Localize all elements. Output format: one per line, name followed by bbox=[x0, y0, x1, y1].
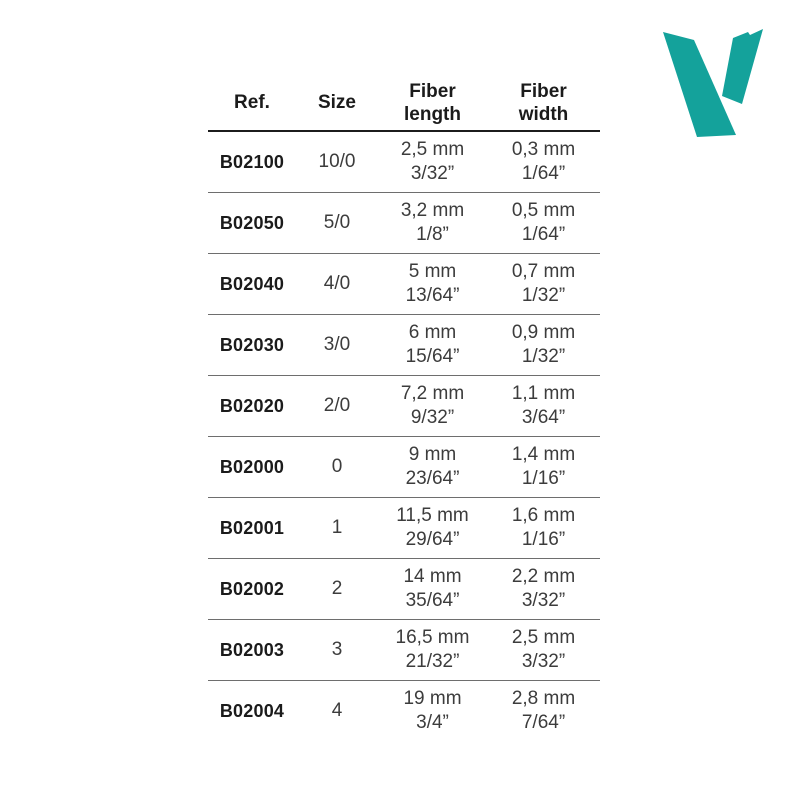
fiber-length-in: 23/64” bbox=[405, 467, 460, 489]
cell-fiber-length bbox=[378, 619, 487, 680]
table-row bbox=[208, 314, 600, 375]
cell-size: 2 bbox=[296, 558, 378, 619]
cell-size: 10/0 bbox=[296, 131, 378, 192]
cell-size: 5/0 bbox=[296, 192, 378, 253]
cell-size: 4/0 bbox=[296, 253, 378, 314]
cell-ref: B02004 bbox=[219, 700, 285, 721]
fiber-length-in: 1/8” bbox=[416, 223, 449, 245]
cell-size: 4 bbox=[331, 699, 343, 721]
cell-fiber-length bbox=[378, 436, 487, 497]
v-mark-icon bbox=[660, 26, 774, 140]
table-row bbox=[208, 192, 600, 253]
cell-fiber-length bbox=[378, 497, 487, 558]
cell-ref: B02100 bbox=[208, 131, 296, 192]
cell-fiber-width bbox=[487, 436, 600, 497]
cell-fiber-width bbox=[487, 558, 600, 619]
column-header-ref bbox=[208, 75, 296, 131]
table-row bbox=[208, 680, 600, 741]
cell-fiber-length bbox=[378, 680, 487, 741]
fiber-width-in: 1/16” bbox=[521, 467, 566, 489]
fiber-length-mm: 19 mm bbox=[403, 687, 462, 709]
cell-fiber-length bbox=[378, 131, 487, 192]
fiber-spec-table bbox=[208, 75, 600, 741]
column-header-fiber-length-label: Fiber length bbox=[404, 80, 461, 125]
fiber-width-in: 1/32” bbox=[521, 345, 566, 367]
cell-fiber-length bbox=[378, 253, 487, 314]
fiber-width-in: 3/64” bbox=[521, 406, 566, 428]
cell-ref: B02020 bbox=[208, 375, 296, 436]
cell-fiber-length bbox=[378, 314, 487, 375]
fiber-length-mm: 7,2 mm bbox=[400, 382, 465, 404]
fiber-length-mm: 3,2 mm bbox=[400, 199, 465, 221]
fiber-length-in: 9/32” bbox=[410, 406, 455, 428]
cell-size: 3/0 bbox=[296, 314, 378, 375]
fiber-width-mm: 0,5 mm bbox=[511, 199, 576, 221]
cell-size: 1 bbox=[296, 497, 378, 558]
fiber-length-mm: 6 mm bbox=[408, 321, 457, 343]
table-row bbox=[208, 558, 600, 619]
fiber-length-in: 3/4” bbox=[416, 711, 449, 733]
fiber-width-in: 1/64” bbox=[521, 162, 566, 184]
cell-fiber-width bbox=[487, 375, 600, 436]
fiber-width-in: 1/16” bbox=[521, 528, 566, 550]
cell-fiber-width bbox=[487, 192, 600, 253]
cell-ref: B02040 bbox=[208, 253, 296, 314]
column-header-ref-label: Ref. bbox=[234, 92, 270, 113]
fiber-length-in: 29/64” bbox=[405, 528, 460, 550]
cell-fiber-width bbox=[487, 619, 600, 680]
column-header-size-label: Size bbox=[317, 92, 357, 113]
cell-ref: B02001 bbox=[208, 497, 296, 558]
fiber-length-mm: 14 mm bbox=[403, 565, 462, 587]
column-header-fiber-width bbox=[487, 75, 600, 131]
fiber-width-mm: 2,2 mm bbox=[511, 565, 576, 587]
fiber-length-in: 21/32” bbox=[405, 650, 460, 672]
cell-fiber-width bbox=[487, 314, 600, 375]
cell-fiber-length bbox=[378, 375, 487, 436]
cell-fiber-length bbox=[378, 558, 487, 619]
cell-ref: B02002 bbox=[208, 558, 296, 619]
fiber-length-mm: 9 mm bbox=[408, 443, 457, 465]
fiber-width-mm: 2,8 mm bbox=[511, 687, 576, 709]
table-row bbox=[208, 436, 600, 497]
cell-ref: B02050 bbox=[208, 192, 296, 253]
column-header-fiber-width-label: Fiber width bbox=[518, 80, 569, 125]
fiber-length-mm: 16,5 mm bbox=[395, 626, 470, 648]
brand-logo bbox=[660, 26, 774, 140]
fiber-width-mm: 2,5 mm bbox=[511, 626, 576, 648]
table-header-row bbox=[208, 75, 600, 131]
cell-ref: B02000 bbox=[208, 436, 296, 497]
fiber-width-in: 7/64” bbox=[521, 711, 566, 733]
fiber-length-mm: 5 mm bbox=[408, 260, 457, 282]
fiber-width-mm: 1,1 mm bbox=[511, 382, 576, 404]
cell-size: 2/0 bbox=[296, 375, 378, 436]
v-mark-right-stroke bbox=[722, 29, 763, 104]
fiber-width-in: 1/64” bbox=[521, 223, 566, 245]
fiber-width-in: 3/32” bbox=[521, 589, 566, 611]
table-row bbox=[208, 497, 600, 558]
cell-fiber-width bbox=[487, 131, 600, 192]
cell-fiber-width bbox=[487, 253, 600, 314]
column-header-size bbox=[296, 75, 378, 131]
table-row bbox=[208, 131, 600, 192]
table-row bbox=[208, 375, 600, 436]
fiber-width-mm: 0,7 mm bbox=[511, 260, 576, 282]
fiber-length-in: 35/64” bbox=[405, 589, 460, 611]
table-row bbox=[208, 253, 600, 314]
fiber-length-in: 3/32” bbox=[410, 162, 455, 184]
cell-fiber-width bbox=[487, 680, 600, 741]
column-header-fiber-length bbox=[378, 75, 487, 131]
cell-ref: B02003 bbox=[208, 619, 296, 680]
fiber-length-in: 15/64” bbox=[405, 345, 460, 367]
fiber-length-in: 13/64” bbox=[405, 284, 460, 306]
fiber-length-mm: 11,5 mm bbox=[396, 504, 469, 526]
fiber-width-mm: 0,3 mm bbox=[511, 138, 576, 160]
fiber-width-mm: 1,4 mm bbox=[511, 443, 576, 465]
cell-size: 3 bbox=[296, 619, 378, 680]
fiber-length-mm: 2,5 mm bbox=[400, 138, 465, 160]
fiber-width-in: 1/32” bbox=[521, 284, 566, 306]
cell-fiber-width bbox=[487, 497, 600, 558]
table-row bbox=[208, 619, 600, 680]
cell-ref: B02030 bbox=[208, 314, 296, 375]
fiber-width-mm: 0,9 mm bbox=[511, 321, 576, 343]
cell-fiber-length bbox=[378, 192, 487, 253]
fiber-width-mm: 1,6 mm bbox=[511, 504, 576, 526]
fiber-width-in: 3/32” bbox=[521, 650, 566, 672]
cell-size: 0 bbox=[296, 436, 378, 497]
